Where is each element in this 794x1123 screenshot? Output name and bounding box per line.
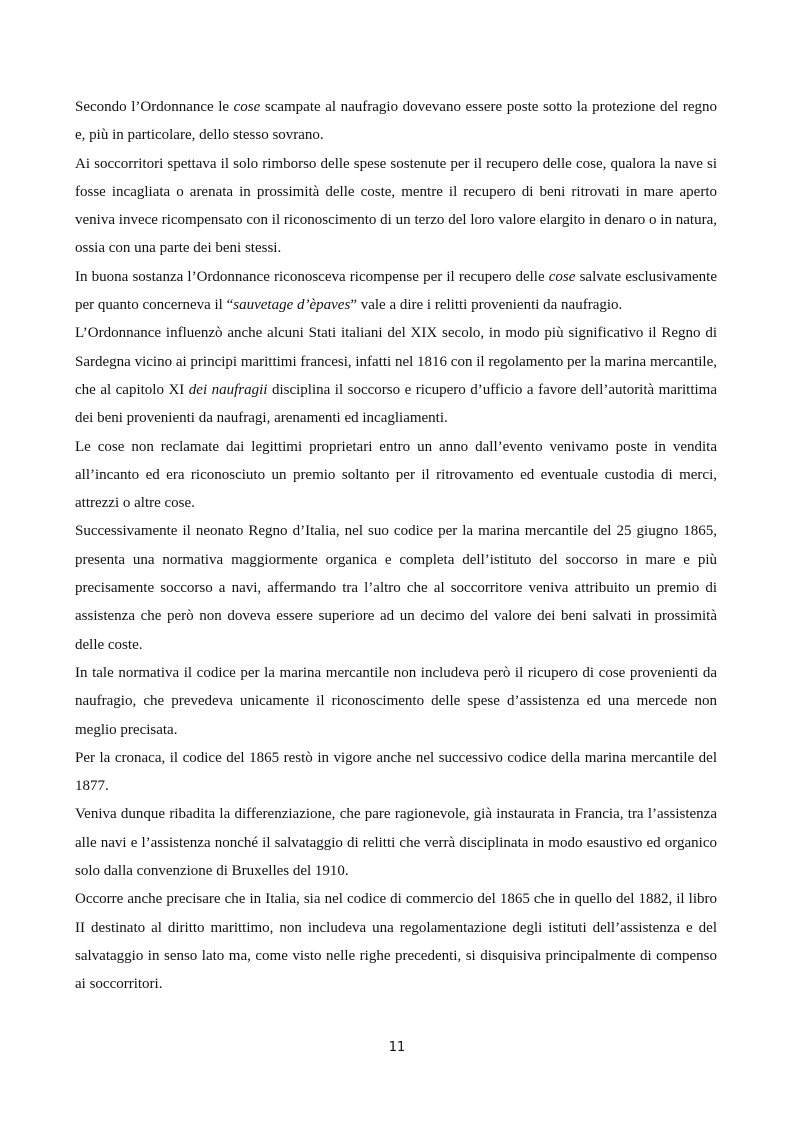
paragraph: Per la cronaca, il codice del 1865 restò in vigore anche nel successivo codice della marina mercantile del 1877. xyxy=(75,749,717,795)
italic-term: cose xyxy=(233,99,261,115)
italic-term: sauvetage d’èpaves xyxy=(233,297,351,314)
paragraph: In buona sostanza l’Ordonnance riconosceva ricompense per il recupero delle cose salvate esclusivamente per quanto concerneva il “sauvetage d’èpaves” vale a dire i relitti provenienti da naufragio. xyxy=(75,268,717,314)
page-number: 11 xyxy=(388,1040,406,1055)
italic-term: dei naufragii xyxy=(188,381,268,398)
paragraph: Veniva dunque ribadita la differenziazione, che pare ragionevole, già instaurata in Francia, tra l’assistenza alle navi e l’assistenza nonché il salvataggio di relitti che verrà disciplinata in modo esaustivo ed organico solo dalla convenzione di Bruxelles del 1910. xyxy=(75,806,717,880)
paragraph: Ai soccorritori spettava il solo rimborso delle spese sostenute per il recupero delle cose, qualora la nave si fosse incagliata o arenata in prossimità delle coste, mentre il recupero di beni ritrovati in mare aperto veniva invece ricompensato con il riconoscimento di un terzo del loro valore elargito in denaro o in natura, ossia con una parte dei beni stessi. xyxy=(75,155,717,257)
paragraph: L’Ordonnance influenzò anche alcuni Stati italiani del XIX secolo, in modo più significativo il Regno di Sardegna vicino ai principi marittimi francesi, infatti nel 1816 con il regolamento per la marina mercantile, che al capitolo XI dei naufragii disciplina il soccorso e ricupero d’ufficio a favore dell’autorità marittima dei beni provenienti da naufragi, arenamenti ed incagliamenti. xyxy=(75,325,717,427)
paragraph: In tale normativa il codice per la marina mercantile non includeva però il ricupero di cose provenienti da naufragio, che prevedeva unicamente il riconoscimento delle spese d’assistenza ed una mercede non meglio precisata. xyxy=(75,664,717,738)
paragraph: Secondo l’Ordonnance le cose scampate al naufragio dovevano essere poste sotto la protezione del regno e, più in particolare, dello stesso sovrano. xyxy=(75,99,717,144)
body-text xyxy=(75,93,717,999)
paragraph: Successivamente il neonato Regno d’Italia, nel suo codice per la marina mercantile del 25 giugno 1865, presenta una normativa maggiormente organica e completa dell’istituto del soccorso in mare e più precisamente soccorso a navi, affermando tra l’altro che al soccorritore veniva attribuito un premio di assistenza che però non doveva essere superiore ad un decimo del valore dei beni salvati in prossimità delle coste. xyxy=(75,523,717,653)
paragraph: Occorre anche precisare che in Italia, sia nel codice di commercio del 1865 che in quello del 1882, il libro II destinato al diritto marittimo, non includeva una regolamentazione degli istituti dell’assistenza e del salvataggio in senso lato ma, come visto nelle righe precedenti, si disquisiva principalmente di compenso ai soccorritori. xyxy=(75,891,717,993)
italic-term: cose xyxy=(548,268,576,285)
paragraph: Le cose non reclamate dai legittimi proprietari entro un anno dall’evento venivamo poste in vendita all’incanto ed era riconosciuto un premio soltanto per il ritrovamento ed eventuale custodia di merci, attrezzi o altre cose. xyxy=(75,438,717,512)
